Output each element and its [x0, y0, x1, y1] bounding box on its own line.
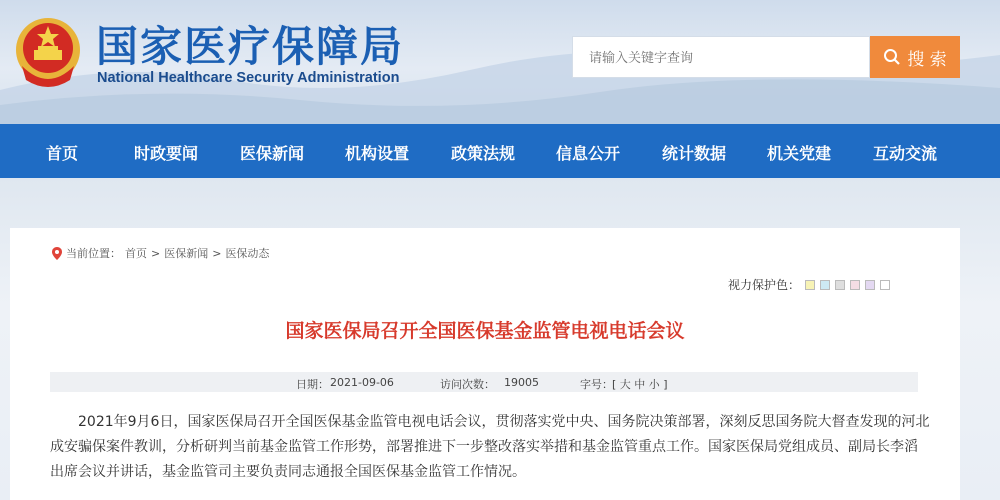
breadcrumb-separator: >: [212, 246, 222, 260]
location-pin-icon: [52, 247, 62, 260]
nav-item-statistics[interactable]: 统计数据: [662, 144, 727, 163]
font-size-options[interactable]: [ 大 中 小 ]: [612, 378, 668, 391]
national-emblem-icon: [12, 14, 84, 90]
nav-item-politics-news[interactable]: 时政要闻: [134, 144, 199, 163]
site-title: 国家医疗保障局: [96, 22, 405, 71]
main-nav: [0, 124, 1000, 178]
search-icon: [883, 48, 901, 66]
breadcrumb: [52, 245, 269, 261]
nav-item-healthcare-news[interactable]: 医保新闻: [240, 144, 305, 163]
nav-item-party-building[interactable]: 机关党建: [767, 144, 832, 163]
eye-protection-label: 视力保护色：: [728, 278, 801, 292]
breadcrumb-healthcare-updates[interactable]: 医保动态: [225, 247, 270, 260]
color-swatch-gray[interactable]: [835, 280, 845, 290]
nav-item-interaction[interactable]: 互动交流: [873, 144, 938, 163]
breadcrumb-separator: >: [151, 246, 161, 260]
color-swatch-blue[interactable]: [820, 280, 830, 290]
visit-count: 19005: [504, 376, 539, 389]
nav-item-information[interactable]: 信息公开: [556, 144, 621, 163]
color-swatch-purple[interactable]: [865, 280, 875, 290]
color-swatch-yellow[interactable]: [805, 280, 815, 290]
nav-item-organization[interactable]: 机构设置: [345, 144, 410, 163]
breadcrumb-label: 当前位置：: [66, 247, 121, 260]
nav-item-home[interactable]: 首页: [46, 144, 79, 163]
article-title: 国家医保局召开全国医保基金监管电视电话会议: [285, 320, 685, 342]
site-subtitle: National Healthcare Security Administration: [97, 70, 400, 86]
article-meta: [50, 372, 918, 392]
visits-label: 访问次数：: [440, 378, 495, 391]
breadcrumb-healthcare-news[interactable]: 医保新闻: [164, 247, 209, 260]
search-input[interactable]: [572, 36, 870, 78]
search-button-label: 搜 索: [907, 49, 947, 70]
search-button[interactable]: [870, 36, 960, 78]
site-header: [0, 0, 1000, 124]
color-swatch-white[interactable]: [880, 280, 890, 290]
nav-item-policies[interactable]: 政策法规: [451, 144, 516, 163]
breadcrumb-home[interactable]: 首页: [125, 247, 147, 260]
article-body: 2021年9月6日，国家医保局召开全国医保基金监管电视电话会议，贯彻落实党中央、国务院决策部署，深刻反思国务院大督查发现的河北成安骗保案件教训，分析研判当前基金监管工作形势，部署推进下一步整改落实举措和基金监管重点工作。国家医保局党组成员、副局长李滔出席会议并讲话，基金监管司主要负责同志通报全国医保基金监管工作情况。: [50, 414, 930, 480]
color-swatch-pink[interactable]: [850, 280, 860, 290]
font-size-label: 字号：: [580, 378, 613, 391]
article-date: 2021-09-06: [330, 376, 394, 389]
date-label: 日期：: [296, 378, 329, 391]
eye-protection-colors: [728, 276, 890, 293]
